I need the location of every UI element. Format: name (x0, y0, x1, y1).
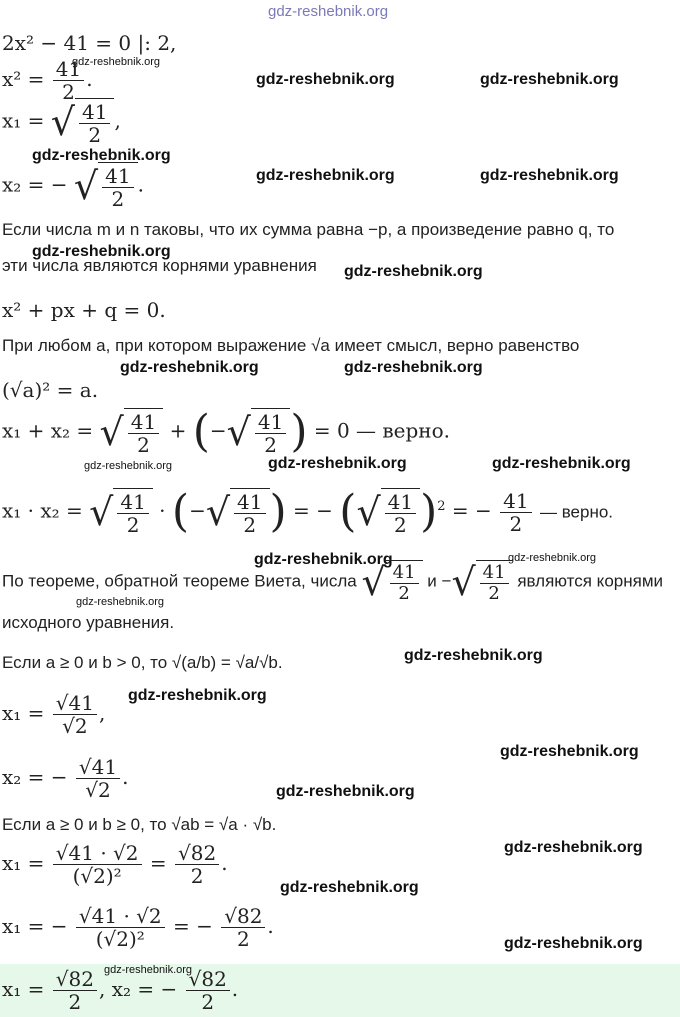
watermark: gdz-reshebnik.org (480, 167, 619, 184)
watermark: gdz-reshebnik.org (256, 71, 395, 88)
watermark: gdz-reshebnik.org (504, 839, 643, 856)
sqrt: √ $\frac{41}{2}$ (227, 408, 291, 456)
equation-x2-rationalized: x₁ = − $\frac{√41 \cdot √2}{\text{(√2)²}}$ = − $\frac{√82}{2}$ . (2, 904, 274, 951)
watermark: gdz-reshebnik.org (76, 596, 165, 608)
watermark: gdz-reshebnik.org (276, 783, 415, 800)
paragraph-division-rule: Если a ≥ 0 и b > 0, то √(a/b) = √a/√b. (2, 653, 283, 672)
watermark: gdz-reshebnik.org (404, 647, 543, 664)
period: . (86, 67, 93, 91)
watermark: gdz-reshebnik.org (120, 359, 259, 376)
equation-x2: x₂ = − √ $\frac{41}{2}$ . (2, 164, 144, 211)
watermark: gdz-reshebnik.org (32, 147, 171, 164)
equation-x1: x₁ = √ $\frac{41}{2}$ , (2, 100, 121, 147)
sqrt: √ $\frac{41}{2}$ (74, 162, 138, 210)
equation-line-1: 2x² − 41 = 0 |: 2, (2, 31, 177, 55)
equation-x2-simplified: x₂ = − $\frac{√41}{√2}$ . (2, 755, 129, 802)
watermark: gdz-reshebnik.org (280, 879, 419, 896)
watermark: gdz-reshebnik.org (344, 359, 483, 376)
lhs: x² = (2, 67, 45, 91)
sqrt: √ $\frac{41}{2}$ (51, 98, 115, 146)
paragraph-sqrt-1: При любом a, при котором выражение √a имеет смысл, верно равенство (2, 336, 580, 355)
lhs: x₁ · x₂ = (2, 498, 83, 523)
paragraph-theorem-2: исходного уравнения. (2, 613, 175, 632)
equation-product: x₁ · x₂ = √ $\frac{41}{2}$ · (−√ $\frac{41}{2}$ ) = − (√ $\frac{41}{2}$ )$^2$ = − $\frac{41}{2}$ — верно. (2, 486, 614, 537)
watermark: gdz-reshebnik.org (508, 552, 597, 564)
watermark: gdz-reshebnik.org (104, 964, 193, 976)
rhs: = 0 — верно. (313, 418, 451, 443)
equation-x1-simplified: x₁ = $\frac{√41}{√2}$ , (2, 691, 106, 738)
lhs: x₂ = − (2, 172, 68, 197)
fraction: $\frac{41}{2}$ (102, 165, 133, 210)
watermark: gdz-reshebnik.org (504, 935, 643, 952)
watermark: gdz-reshebnik.org (84, 460, 173, 472)
paragraph-vieta-2: эти числа являются корнями уравнения (2, 256, 317, 275)
answer-line: x₁ = $\frac{√82}{2}$ , x₂ = − $\frac{√82}{2}$ . (2, 967, 239, 1014)
paragraph-product-rule: Если a ≥ 0 и b ≥ 0, то √ab = √a · √b. (2, 815, 277, 834)
equation-x1-rationalized: x₁ = $\frac{√41 \cdot √2}{\text{(√2)²}}$ = $\frac{√82}{2}$ . (2, 841, 228, 888)
left-paren: ( (192, 406, 210, 457)
denominator: 2 (62, 80, 75, 104)
paragraph-theorem-1: По теореме, обратной теореме Виета, числа √ $\frac{41}{2}$ и −√ $\frac{41}{2}$ являются корнями (2, 559, 663, 604)
watermark: gdz-reshebnik.org (254, 551, 393, 568)
watermark: gdz-reshebnik.org (492, 455, 631, 472)
sqrt: √ $\frac{41}{2}$ (100, 408, 164, 456)
paragraph-vieta-1: Если числа m и n таковы, что их сумма равна −p, а произведение равно q, то (2, 220, 615, 239)
watermark: gdz-reshebnik.org (128, 687, 267, 704)
equation-quadratic: x² + px + q = 0. (2, 298, 166, 322)
watermark: gdz-reshebnik.org (500, 743, 639, 760)
watermark: gdz-reshebnik.org (256, 167, 395, 184)
fraction: $\frac{41}{2}$ (79, 101, 110, 146)
watermark-top: gdz-reshebnik.org (268, 3, 389, 20)
watermark: gdz-reshebnik.org (72, 56, 161, 68)
paragraph-sqrt-2: (√a)² = a. (2, 378, 99, 402)
watermark: gdz-reshebnik.org (268, 455, 407, 472)
watermark: gdz-reshebnik.org (480, 71, 619, 88)
watermark: gdz-reshebnik.org (32, 243, 171, 260)
numerator: 41 (53, 58, 84, 81)
lhs: x₁ = (2, 108, 45, 133)
watermark: gdz-reshebnik.org (344, 263, 483, 280)
right-paren: ) (290, 406, 308, 457)
equation-sum: x₁ + x₂ = √ $\frac{41}{2}$ + (−√ $\frac{41}{2}$ ) = 0 — верно. (2, 406, 451, 457)
lhs: x₁ + x₂ = (2, 418, 94, 443)
